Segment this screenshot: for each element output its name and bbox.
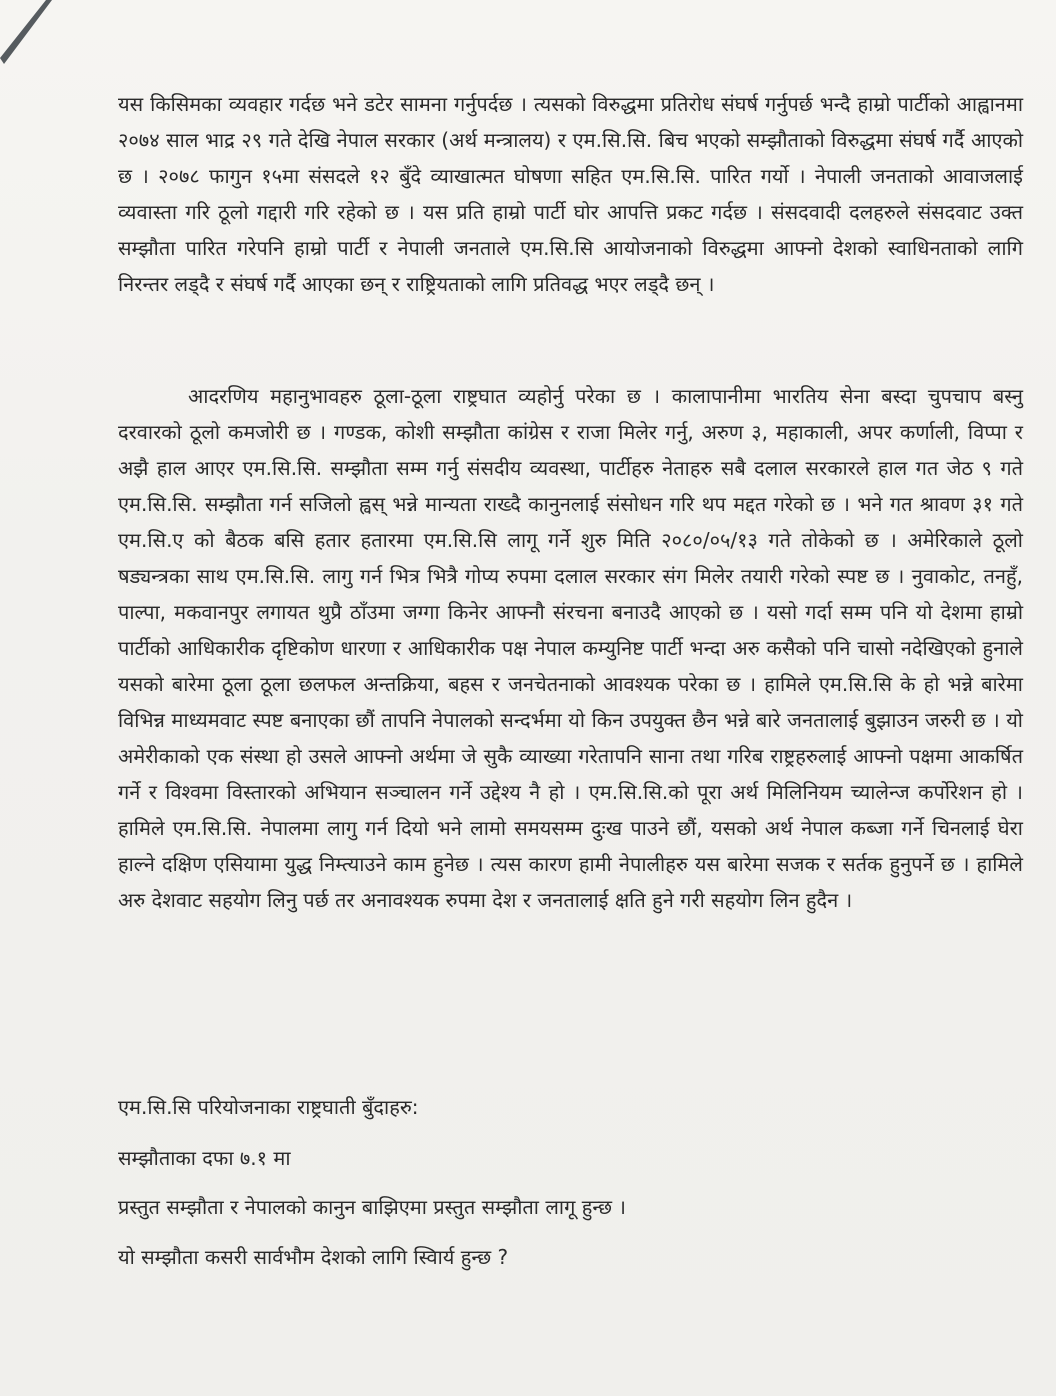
clause-text: प्रस्तुत सम्झौता र नेपालको कानुन बाझिएमा प्रस्तुत सम्झौता लागू हुन्छ । <box>118 1195 626 1219</box>
paragraph-main <box>118 378 1023 918</box>
question-text: यो सम्झौता कसरी सार्वभौम देशको लागि स्विार्य हुन्छ ? <box>118 1245 509 1269</box>
clause-reference: सम्झौताका दफा ७.१ मा <box>118 1146 291 1170</box>
points-heading: एम.सि.सि परियोजनाका राष्ट्रघाती बुँदाहरु: <box>118 1095 419 1119</box>
paragraph-main-text: आदरणिय महानुभावहरु ठूला-ठूला राष्ट्रघात व्यहोर्नु परेका छ । कालापानीमा भारतिय सेना बस्दा चुपचाप बस्नु दरवारको ठूलो कमजोरी छ । गण्डक, कोशी सम्झौता कांग्रेस र राजा मिलेर गर्नु, अरुण ३, महाकाली, अपर कर्णाली, विप्पा र अझै हाल आएर एम.सि.सि. सम्झौता सम्म गर्नु संसदीय व्यवस्था, पार्टीहरु नेताहरु सबै दलाल सरकारले हाल गत जेठ ९ गते एम.सि.सि. सम्झौता गर्न सजिलो ह्वस् भन्ने मान्यता राख्दै कानुनलाई संसोधन गरि थप मद्दत गरेको छ । भने गत श्रावण ३१ गते एम.सि.ए को बैठक बसि हतार हतारमा एम.सि.सि लागू गर्ने शुरु मिति २०८०/०५/१३ गते तोकेको छ । अमेरिकाले ठूलो षड्यन्त्रका साथ एम.सि.सि. लागु गर्न भित्र भित्रै गोप्य रुपमा दलाल सरकार संग मिलेर तयारी गरेको स्पष्ट छ । नुवाकोट, तनहुँ, पाल्पा, मकवानपुर लगायत थुप्रै ठाँउमा जग्गा किनेर आफ्नौ संरचना बनाउदै आएको छ । यसो गर्दा सम्म पनि यो देशमा हाम्रो पार्टीको आधिकारीक दृष्टिकोण धारणा र आधिकारीक पक्ष नेपाल कम्युनिष्ट पार्टी भन्दा अरु कसैको पनि चासो नदेखिएको हुनाले यसको बारेमा ठूला ठूला छलफल अन्तक्रिया, बहस र जनचेतनाको आवश्यक परेका छ । हामिले एम.सि.सि के हो भन्ने बारेमा विभिन्न माध्यमवाट स्पष्ट बनाएका छौं तापनि नेपालको सन्दर्भमा यो किन उपयुक्त छैन भन्ने बारे जनतालाई बुझाउन जरुरी छ । यो अमेरीकाको एक संस्था हो उसले आफ्नो अर्थमा जे सुकै व्याख्या गरेतापनि साना तथा गरिब राष्ट्रहरुलाई आफ्नो पक्षमा आकर्षित गर्ने र विश्वमा विस्तारको अभियान सञ्चालन गर्ने उद्देश्य नै हो । एम.सि.सि.को पूरा अर्थ मिलिनियम च्यालेन्ज कर्पोरेशन हो । हामिले एम.सि.सि. नेपालमा लागु गर्न दियो भने लामो समयसम्म दुःख पाउने छौं, यसको अर्थ नेपाल कब्जा गर्ने चिनलाई घेरा हाल्ने दक्षिण एसियामा युद्ध निम्त्याउने काम हुनेछ । त्यस कारण हामी नेपालीहरु यस बारेमा सजक र सर्तक हुनुपर्ने छ । हामिले अरु देशवाट सहयोग लिनु पर्छ तर अनावश्यक रुपमा देश र जनतालाई क्षति हुने गरी सहयोग लिन हुदैन । <box>118 384 1023 912</box>
paragraph-opening-text: यस किसिमका व्यवहार गर्दछ भने डटेर सामना गर्नुपर्दछ । त्यसको विरुद्धमा प्रतिरोध संघर्ष गर्नुपर्छ भन्दै हाम्रो पार्टीको आह्वानमा २०७४ साल भाद्र २९ गते देखि नेपाल सरकार (अर्थ मन्त्रालय) र एम.सि.सि. बिच भएको सम्झौताको विरुद्धमा संघर्ष गर्दै आएको छ । २०७८ फागुन १५मा संसदले १२ बुँदे व्याखात्मत घोषणा सहित एम.सि.सि. पारित गर्यो । नेपाली जनताको आवाजलाई व्यवास्ता गरि ठूलो गद्दारी गरि रहेको छ । यस प्रति हाम्रो पार्टी घोर आपत्ति प्रकट गर्दछ । संसदवादी दलहरुले संसदवाट उक्त सम्झौता पारित गरेपनि हाम्रो पार्टी र नेपाली जनताले एम.सि.सि आयोजनाको विरुद्धमा आफ्नो देशको स्वाधिनताको लागि निरन्तर लड्दै र संघर्ष गर्दै आएका छन् र राष्ट्रियताको लागि प्रतिवद्ध भएर लड्दै छन् । <box>118 92 1023 296</box>
page-corner-mark <box>0 0 60 80</box>
paragraph-opening <box>118 86 1023 302</box>
